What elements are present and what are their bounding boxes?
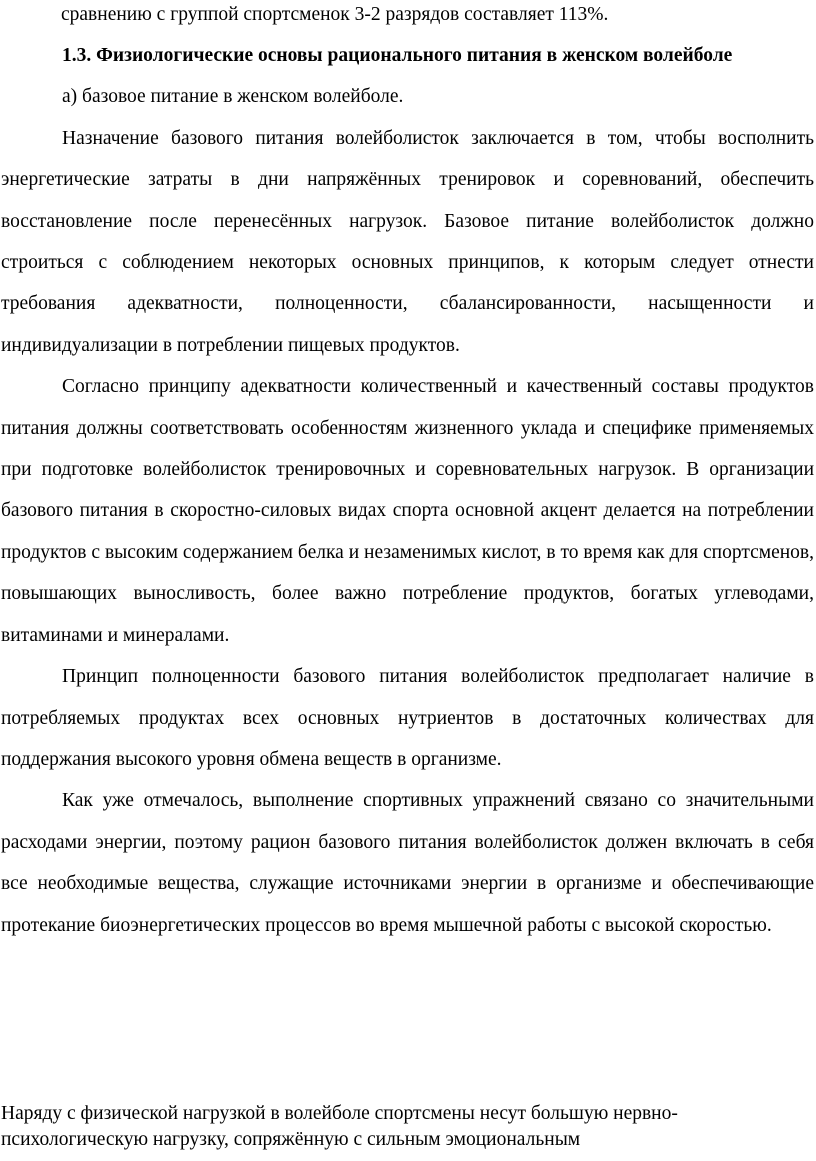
paragraph: Принцип полноценности базового питания волейболисток предполагает наличие в потребляемых продуктах всех основных нутриентов в достаточных количествах для поддержания высокого уровня обмена веществ в организме.: [1, 666, 814, 770]
paragraph: Согласно принципу адекватности количественный и качественный составы продуктов питания должны соответствовать особенностям жизненного уклада и специфике применяемых при подготовке волейболисток тренировочных и соревновательных нагрузок. В организации базового питания в скоростно-силовых видах спорта основной акцент делается на потреблении продуктов с высоким содержанием белка и незаменимых кислот, в то время как для спортсменов, повышающих выносливость, более важно потребление продуктов, богатых углеводами, витаминами и минералами.: [1, 376, 814, 646]
paragraph: Назначение базового питания волейболисток заключается в том, чтобы восполнить энергетические затраты в дни напряжённых тренировок и соревнований, обеспечить восстановление после перенесённых нагрузок. Базовое питание волейболисток должно строиться с соблюдением некоторых основных принципов, к которым следует отнести требования адекватности, полноценности, сбалансированности, насыщенности и индивидуализации в потреблении пищевых продуктов.: [1, 127, 814, 356]
section-heading: 1.3. Физиологические основы рационального питания в женском волейболе: [62, 45, 733, 66]
trailing-paragraph: Наряду с физической нагрузкой в волейболе спортсмены несут большую нервно-психологическую нагрузку, сопряжённую с сильным эмоциональным: [1, 1103, 678, 1150]
document-body: [1, 35, 814, 946]
continuation-line: сравнению с группой спортсменок 3-2 разрядов составляет 113%.: [61, 4, 609, 25]
subsection-title: а) базовое питание в женском волейболе.: [62, 86, 404, 108]
paragraph: Как уже отмечалось, выполнение спортивных упражнений связано со значительными расходами энергии, поэтому рацион базового питания волейболисток должен включать в себя все необходимые вещества, служащие источниками энергии в организме и обеспечивающие протекание биоэнергетических процессов во время мышечной работы с высокой скоростью.: [1, 790, 814, 936]
